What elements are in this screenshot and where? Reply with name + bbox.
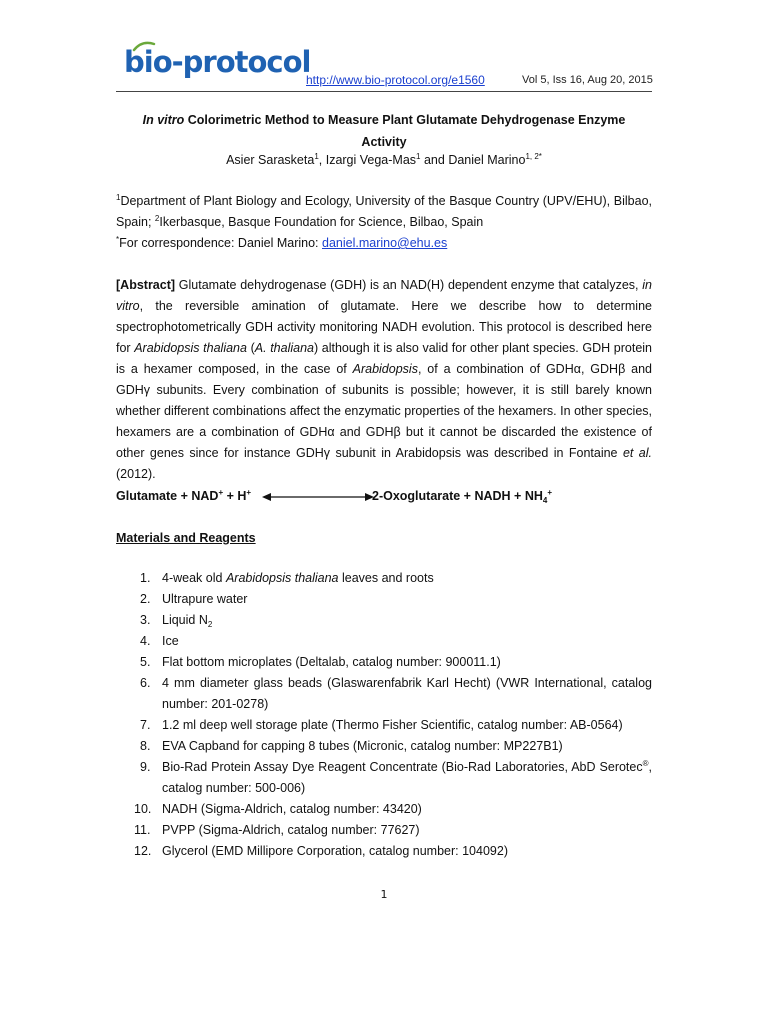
list-item-text: 1.2 ml deep well storage plate (Thermo Fisher Scientific, catalog number: AB-0564) [162,718,623,732]
list-item [116,757,652,799]
list-item-text-post: leaves and roots [338,571,434,585]
author-2-sup: 1 [416,152,421,161]
equation-right [372,486,552,507]
corr-email-link[interactable]: daniel.marino@ehu.es [322,236,448,250]
author-2: Izargi Vega-Mas [325,153,417,167]
list-item-number: 6. [140,676,151,690]
affil-text-2: Ikerbasque, Basque Foundation for Science, Bilbao, Spain [159,215,484,229]
eq-left-mid: + H [223,489,247,503]
header-volume: Vol 5, Iss 16, Aug 20, 2015 [522,74,653,86]
list-item-text: 4 mm diameter glass beads (Glaswarenfabrik Karl Hecht) (VWR International, catalog number: 201-0278) [162,676,652,711]
correspondence [116,233,652,254]
list-item-text: EVA Capband for capping 8 tubes (Micronic, catalog number: MP227B1) [162,739,563,753]
list-item [116,799,652,820]
abstract [116,275,652,485]
materials-list [116,568,652,862]
abstract-s2-italic: Arabidopsis thaliana [134,341,247,355]
abstract-s2: , the reversible amination of glutamate. Here we describe how to determine spectrophotometrically GDH activity monitoring NADH evolution. This protocol is described here for [116,299,652,355]
author-1-sup: 1 [314,152,319,161]
list-item-text: Ultrapure water [162,592,248,606]
author-list [116,151,652,169]
equation-left [116,486,251,507]
affil-sup-1: 1 [116,193,121,202]
logo-text-protocol: -protocol [171,45,311,79]
list-item-text-post: , catalog number: 500-006) [162,760,652,795]
affil-text-1: Department of Plant Biology and Ecology, University of the Basque Country (UPV/EHU), Bilbao, Spain; [116,194,652,229]
author-sep-1: , [318,153,326,167]
eq-right-sub: 4 [542,496,548,505]
list-item-text: NADH (Sigma-Aldrich, catalog number: 43420) [162,802,422,816]
title-line2: Activity [361,135,407,149]
abstract-s4: ) although it is also valid for other plant species. GDH protein is a hexamer composed, in the case of [116,341,652,376]
abstract-s3-italic: A. thaliana [254,341,314,355]
title-italic: In vitro [142,113,185,127]
corr-sup: * [116,235,120,244]
list-item-sup: ® [642,759,649,768]
list-item-text: Bio-Rad Protein Assay Dye Reagent Concentrate (Bio-Rad Laboratories, AbD Serotec [162,760,643,774]
list-item [116,673,652,715]
affiliations [116,191,652,233]
list-item-text: 4-weak old [162,571,226,585]
title-line1: Colorimetric Method to Measure Plant Glutamate Dehydrogenase Enzyme [184,113,626,127]
eq-left-sup1: + [218,488,224,497]
eq-right-sup: + [547,488,552,497]
author-3: Daniel Marino [448,153,526,167]
abstract-s3: ( [246,341,255,355]
list-item [116,568,652,589]
abstract-s5: , of a combination of GDHα, GDHβ and GDHγ subunits. Every combination of subunits is possible; however, it is still barely known whether different combinations affect the enzymatic properties of the hexamers. In other species, hexamers are a combination of GDHα and GDHβ but it cannot be discarded the existence of other genes since for instance GDHγ subunit in Arabidopsis was described in Fontaine [116,362,652,460]
list-item [116,715,652,736]
list-item-number: 7. [140,718,151,732]
list-item [116,652,652,673]
page-number: 1 [380,888,388,901]
eq-left-sup2: + [246,488,252,497]
eq-right-text: 2-Oxoglutarate + NADH + NH [372,489,543,503]
list-item-text: Flat bottom microplates (Deltalab, catalog number: 900011.1) [162,655,501,669]
abstract-tag: [Abstract] [116,278,176,292]
author-sep-2: and [420,153,449,167]
list-item [116,631,652,652]
author-1: Asier Sarasketa [226,153,315,167]
list-item-number: 9. [140,760,151,774]
list-item-number: 3. [140,613,151,627]
list-item-text: Liquid N [162,613,208,627]
section-title-materials: Materials and Reagents [116,531,256,545]
abstract-s6: (2012). [116,467,156,481]
list-item [116,610,652,631]
abstract-s1: Glutamate dehydrogenase (GDH) is an NAD(H) dependent enzyme that catalyzes, [175,278,643,292]
header-divider [116,91,652,92]
bio-protocol-logo[interactable] [124,45,311,79]
list-item [116,736,652,757]
list-item-number: 5. [140,655,151,669]
eq-left-text: Glutamate + NAD [116,489,219,503]
list-item-text: PVPP (Sigma-Aldrich, catalog number: 77627) [162,823,420,837]
list-item-italic: Arabidopsis thaliana [225,571,339,585]
corr-label: For correspondence: Daniel Marino: [119,236,322,250]
logo-text-bio: bio [124,45,172,79]
reaction-equation [116,486,652,507]
list-item-sub: 2 [207,620,213,629]
header-url-link[interactable]: http://www.bio-protocol.org/e1560 [306,73,485,87]
abstract-s5-italic: et al. [622,446,652,460]
list-item [116,589,652,610]
list-item-number: 4. [140,634,151,648]
abstract-s4-italic: Arabidopsis [352,362,418,376]
list-item [116,820,652,841]
list-item-text: Ice [162,634,179,648]
list-item-number: 2. [140,592,151,606]
abstract-s1-italic: in vitro [116,278,652,313]
author-3-sup: 1, 2* [525,152,542,161]
affil-sup-2: 2 [154,214,160,223]
double-arrow-icon [262,491,374,503]
paper-title [116,109,652,153]
list-item-number: 11. [134,823,151,837]
list-item-number: 1. [140,571,151,585]
list-item-number: 8. [140,739,151,753]
list-item-number: 10. [134,802,152,816]
list-item-text: Glycerol (EMD Millipore Corporation, catalog number: 104092) [162,844,508,858]
list-item [116,841,652,862]
list-item-number: 12. [134,844,152,858]
